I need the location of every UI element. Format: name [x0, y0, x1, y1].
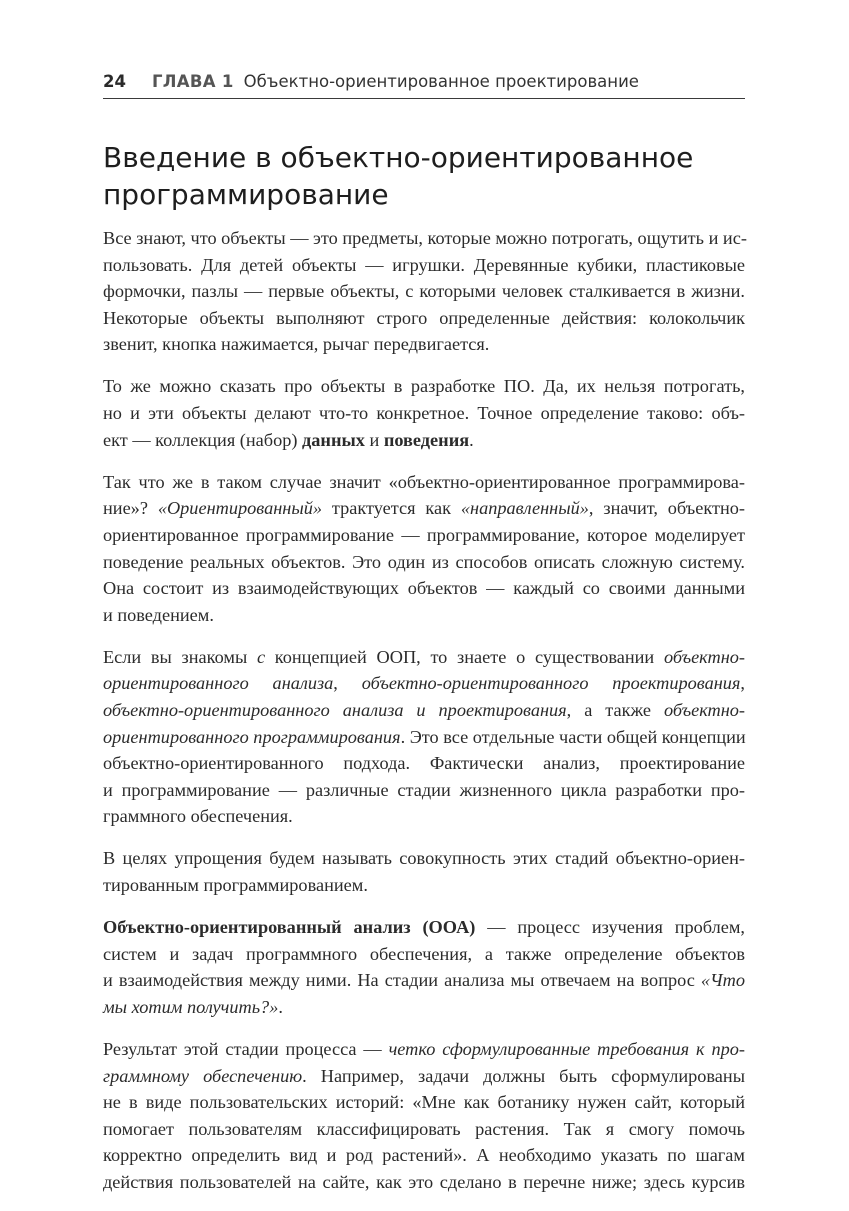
body-text [103, 225, 745, 1211]
paragraph-oop-meaning [103, 469, 745, 629]
section-title-line: программирование [103, 178, 389, 211]
running-header [103, 68, 745, 99]
paragraph-objects-in-software [103, 373, 745, 453]
paragraph-ooa-definition [103, 914, 745, 1020]
text-line: действия пользователей на сайте, как это сделано в перечне ниже; здесь курсив [103, 1172, 745, 1192]
text-line [103, 967, 745, 994]
text-run: . Например, задачи должны быть сформулированы [302, 1065, 745, 1086]
text-run: концепцией ООП, то знаете о существовании [265, 646, 664, 667]
text-line: звенит, кнопка нажимается, рычаг передвигается. [103, 334, 490, 355]
text-run: ект — коллекция (набор) [103, 429, 303, 450]
italic-term: «Что [700, 970, 745, 991]
book-page [103, 0, 745, 1200]
text-line: Она состоит из взаимодействующих объектов — каждый со своими данными [103, 578, 745, 599]
text-line [103, 724, 745, 751]
text-line [103, 427, 745, 454]
text-run: — процесс изучения проблем, [475, 917, 745, 938]
text-run: Если вы знакомы [103, 646, 257, 667]
text-run: ние»? [103, 498, 158, 519]
text-run: и взаимодействия между ними. На стадии анализа мы отвечаем на вопрос [103, 970, 701, 991]
text-run: , [333, 673, 362, 694]
text-line [103, 670, 745, 697]
text-line: не в виде пользовательских историй: «Мне как ботанику нужен сайт, который [103, 1092, 745, 1113]
italic-term: «направленный» [460, 498, 589, 519]
text-line: поведение реальных объектов. Это один из способов описать сложную систему. [103, 551, 745, 572]
bold-term-behavior: поведения [383, 429, 470, 450]
text-line [103, 914, 745, 941]
text-line: В целях упрощения будем называть совокупность этих стадий объектно-ориен- [103, 848, 745, 869]
text-line: То же можно сказать про объекты в разработке ПО. Да, их нельзя потрогать, [103, 376, 745, 397]
italic-term: объектно-ориентированного проектирования [361, 673, 741, 694]
text-run: Результат этой стадии процесса — [103, 1039, 389, 1060]
text-line: и программирование — различные стадии жизненного цикла разработки про- [103, 779, 745, 800]
text-run: , а также [566, 700, 664, 720]
paragraph-simplification [103, 845, 745, 898]
italic-term: ориентированного анализа [103, 673, 334, 694]
bold-term-ooa: Объектно-ориентированный анализ (ООА) [103, 917, 476, 938]
chapter-label: ГЛАВА 1 [151, 72, 234, 91]
text-line: ориентированное программирование — программирование, которое моделирует [103, 524, 745, 545]
text-line: Так что же в таком случае значит «объектно-ориентированное программирова- [103, 471, 745, 492]
chapter-title: Объектно-ориентированное проектирование [243, 72, 639, 91]
text-run: трактуется как [322, 498, 461, 519]
text-line: корректно определить вид и род растений». А необходимо указать по шагам [103, 1145, 745, 1166]
bold-term-data: данных [302, 429, 365, 450]
text-line: пользовать. Для детей объекты — игрушки. Деревянные кубики, пластиковые [103, 254, 745, 275]
text-line: систем и задач программного обеспечения, а также определение объектов [103, 943, 745, 964]
text-run: , [740, 673, 745, 694]
text-line [103, 994, 745, 1021]
italic-term: объектно-ориентированного анализа и проектирования [103, 700, 567, 720]
text-line: Некоторые объекты выполняют строго определенные действия: колокольчик [103, 307, 745, 328]
text-run: . Это все отдельные части общей концепции [400, 726, 746, 747]
text-run: , значит, объектно- [588, 498, 745, 519]
text-line [103, 1063, 745, 1090]
italic-term: с [256, 646, 266, 667]
text-line: тированным программированием. [103, 875, 368, 896]
italic-term: четко сформулированные требования к про- [388, 1039, 745, 1060]
text-line: граммного обеспечения. [103, 806, 293, 827]
italic-term: мы хотим получить?» [103, 996, 279, 1017]
text-run: и [364, 429, 384, 450]
text-line: объектно-ориентированного подхода. Фактически анализ, проектирование [103, 753, 745, 774]
text-line: Все знают, что объекты — это предметы, которые можно потрогать, ощутить и ис- [103, 228, 747, 248]
text-line: но и эти объекты делают что-то конкретное. Точное определение таково: объ- [103, 403, 745, 424]
italic-term: «Ориентированный» [157, 498, 323, 519]
paragraph-oop-stages [103, 644, 745, 830]
text-line [103, 495, 745, 522]
italic-term: граммному обеспечению [103, 1065, 303, 1086]
text-run: . [278, 996, 283, 1017]
text-line: помогает пользователям классифицировать растения. Так я смогу помочь [103, 1118, 745, 1139]
text-line [103, 644, 745, 671]
page-number: 24 [103, 72, 126, 91]
italic-term: объектно- [663, 646, 745, 667]
text-line: формочки, пазлы — первые объекты, с которыми человек сталкивается в жизни. [103, 281, 745, 302]
paragraph-analysis-result [103, 1036, 745, 1196]
italic-term: объектно- [663, 700, 746, 720]
section-title [103, 139, 745, 213]
text-line: и поведением. [103, 604, 214, 625]
section-title-line: Введение в объектно-ориентированное [103, 141, 694, 174]
text-line [103, 697, 745, 724]
text-line [103, 1036, 745, 1063]
text-run: . [469, 429, 474, 450]
italic-term: ориентированного программирования [103, 726, 401, 747]
paragraph-objects-intro [103, 225, 745, 358]
